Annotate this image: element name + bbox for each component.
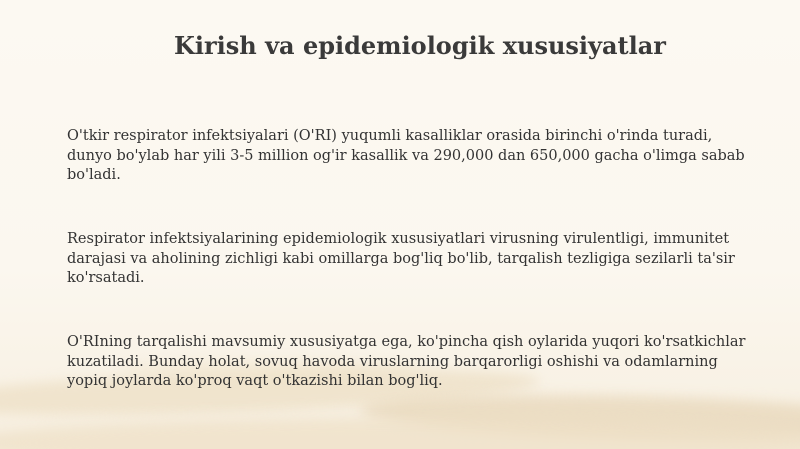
paragraph-intro: O'tkir respirator infektsiyalari (O'RI) yuqumli kasalliklar orasida birinchi o'rinda turadi, dunyo bo'ylab har yili 3-5 million og'ir kasallik va 290,000 dan 650,000 gacha o'limga sabab bo'ladi.	[67, 128, 745, 183]
paragraph-epidemiology: Respirator infektsiyalarining epidemiologik xususiyatlari virusning virulentligi, immunitet darajasi va aholining zichligi kabi omillarga bog'liq bo'lib, tarqalish tezligiga sezilarli ta'sir ko'rsatadi.	[67, 231, 735, 286]
paragraph-seasonality: O'RIning tarqalishi mavsumiy xususiyatga ega, ko'pincha qish oylarida yuqori ko'rsatkichlar kuzatiladi. Bunday holat, sovuq havoda viruslarning barqarorligi oshishi va odamlarning yopiq joylarda ko'proq vaqt o'tkazishi bilan bog'liq.	[67, 334, 746, 389]
slide-title: Kirish va epidemiologik xususiyatlar	[174, 31, 666, 60]
background-wave-decoration	[0, 418, 800, 449]
